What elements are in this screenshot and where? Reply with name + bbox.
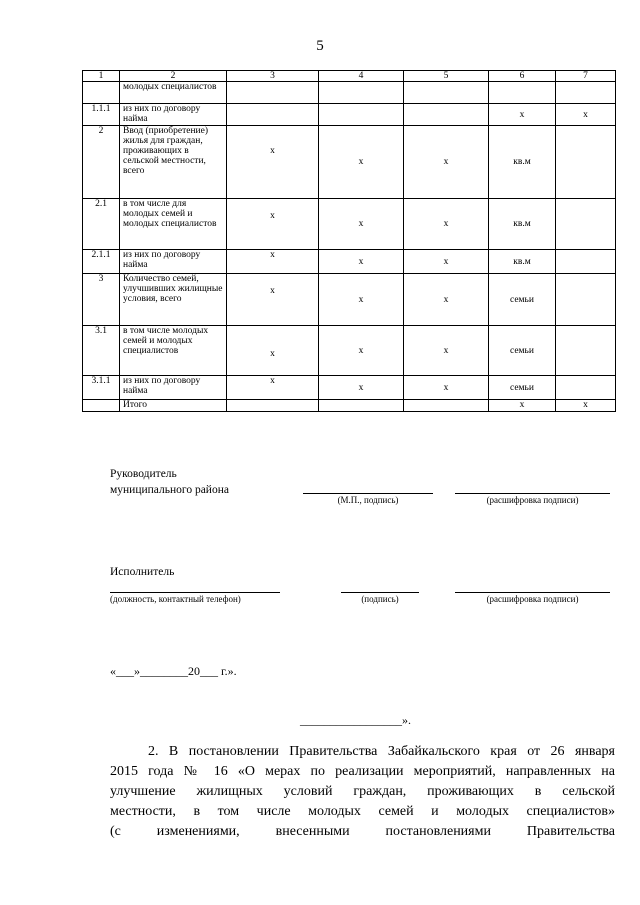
date-line: «___»________20___ г.».: [110, 664, 237, 678]
page-number: 5: [316, 38, 324, 54]
cell: [489, 82, 556, 104]
executor-label: Исполнитель: [110, 566, 175, 578]
cell: х: [227, 274, 319, 326]
row-description: из них по договору найма: [120, 376, 227, 400]
paragraph-line: (с изменениями, внесенными постановлениями Правительства: [110, 824, 615, 839]
column-header: 2: [120, 71, 227, 82]
cell: [556, 376, 616, 400]
row-description: из них по договору найма: [120, 104, 227, 126]
paragraph-line: местности, в том числе молодых семей и молодых специалистов»: [110, 804, 615, 819]
table-row: [83, 82, 616, 104]
cell: х: [404, 199, 489, 250]
head-decode-line: [455, 493, 610, 494]
cell: х: [556, 400, 616, 412]
cell: [556, 82, 616, 104]
cell: [227, 104, 319, 126]
table-header-row: [83, 71, 616, 82]
row-description: из них по договору найма: [120, 250, 227, 274]
cell: х: [227, 126, 319, 199]
closing-line: _________________».: [300, 713, 411, 727]
head-label-line2: муниципального района: [110, 484, 229, 496]
column-header: 6: [489, 71, 556, 82]
row-number: 2.1.1: [83, 250, 120, 274]
row-number: 2.1: [83, 199, 120, 250]
row-number: 3: [83, 274, 120, 326]
row-description: в том числе для молодых семей и молодых специалистов: [120, 199, 227, 250]
row-number: 3.1: [83, 326, 120, 376]
column-header: 1: [83, 71, 120, 82]
cell: кв.м: [489, 250, 556, 274]
column-header: 5: [404, 71, 489, 82]
paragraph-line: улучшение жилищных условий граждан, проживающих в сельской: [110, 784, 615, 799]
cell: х: [404, 250, 489, 274]
row-number: 2: [83, 126, 120, 199]
cell: кв.м: [489, 126, 556, 199]
cell: х: [319, 326, 404, 376]
row-description: Ввод (приобретение) жилья для граждан, проживающих в сельской местности, всего: [120, 126, 227, 199]
column-header: 4: [319, 71, 404, 82]
paragraph-line: 2. В постановлении Правительства Забайкальского края от 26 января: [148, 744, 615, 759]
cell: семьи: [489, 326, 556, 376]
executor-sign-caption: (подпись): [361, 594, 399, 604]
cell: [227, 400, 319, 412]
head-sign-line: [303, 493, 433, 494]
cell: семьи: [489, 376, 556, 400]
table-row: [83, 104, 616, 126]
cell: х: [404, 126, 489, 199]
row-number: [83, 82, 120, 104]
head-sign-caption: (М.П., подпись): [337, 495, 399, 505]
cell: х: [319, 250, 404, 274]
cell: х: [319, 126, 404, 199]
table-row: [83, 250, 616, 274]
row-number: [83, 400, 120, 412]
row-description: Количество семей, улучшивших жилищные условия, всего: [120, 274, 227, 326]
table-row: [83, 376, 616, 400]
table-row: [83, 199, 616, 250]
cell: кв.м: [489, 199, 556, 250]
table-row: [83, 326, 616, 376]
table-row: [83, 126, 616, 199]
cell: х: [556, 104, 616, 126]
cell: [319, 82, 404, 104]
cell: х: [489, 400, 556, 412]
cell: х: [319, 274, 404, 326]
head-label-line1: Руководитель: [110, 468, 177, 480]
executor-position-line: [110, 592, 280, 593]
executor-sign-line: [341, 592, 419, 593]
cell: [227, 82, 319, 104]
cell: х: [404, 326, 489, 376]
row-number: 3.1.1: [83, 376, 120, 400]
decree-paragraph: [110, 742, 615, 842]
report-table: [82, 70, 616, 412]
table-row: [83, 400, 616, 412]
executor-position-caption: (должность, контактный телефон): [110, 594, 241, 604]
table-row: [83, 274, 616, 326]
cell: х: [489, 104, 556, 126]
cell: х: [404, 376, 489, 400]
cell: [404, 400, 489, 412]
cell: [556, 250, 616, 274]
executor-decode-caption: (расшифровка подписи): [486, 594, 579, 604]
cell: х: [227, 250, 319, 274]
cell: х: [319, 376, 404, 400]
cell: [556, 199, 616, 250]
column-header: 7: [556, 71, 616, 82]
cell: [319, 104, 404, 126]
cell: [319, 400, 404, 412]
column-header: 3: [227, 71, 319, 82]
cell: семьи: [489, 274, 556, 326]
cell: [404, 82, 489, 104]
row-description: Итого: [120, 400, 227, 412]
cell: [404, 104, 489, 126]
paragraph-line: 2015 года № 16 «О мерах по реализации мероприятий, направленных на: [110, 764, 615, 779]
cell: х: [227, 199, 319, 250]
row-number: 1.1.1: [83, 104, 120, 126]
cell: [556, 274, 616, 326]
cell: х: [227, 376, 319, 400]
cell: [556, 326, 616, 376]
cell: х: [227, 326, 319, 376]
executor-decode-line: [455, 592, 610, 593]
cell: [556, 126, 616, 199]
row-description: молодых специалистов: [120, 82, 227, 104]
cell: х: [319, 199, 404, 250]
head-decode-caption: (расшифровка подписи): [486, 495, 579, 505]
row-description: в том числе молодых семей и молодых специалистов: [120, 326, 227, 376]
cell: х: [404, 274, 489, 326]
